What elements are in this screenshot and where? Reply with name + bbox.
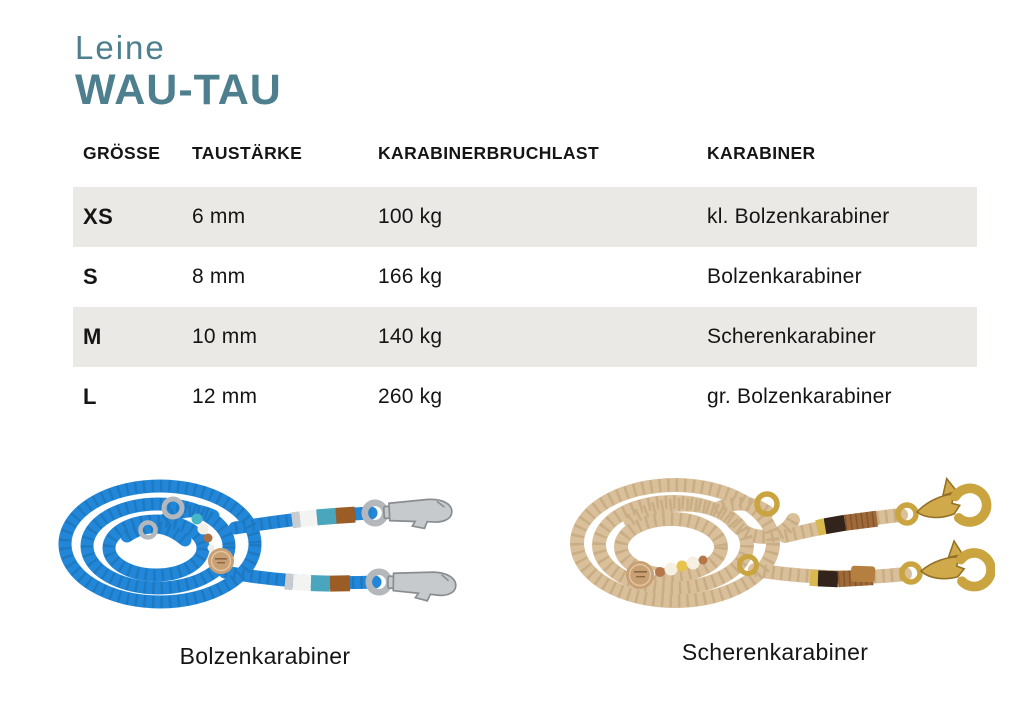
- scherenkarabiner-figure: [555, 458, 995, 666]
- product-category-title: Leine: [75, 29, 166, 66]
- table-row: [73, 367, 977, 427]
- cell-groesse: L: [83, 384, 97, 409]
- figure-caption: Bolzenkarabiner: [179, 643, 351, 669]
- product-name-title: WAU-TAU: [75, 66, 282, 115]
- bolzenkarabiner-figure: [45, 462, 485, 670]
- cell-karabiner: kl. Bolzenkarabiner: [707, 205, 890, 228]
- scissor-snap-hook: [918, 537, 992, 592]
- cell-bruchlast: 260 kg: [378, 385, 443, 408]
- wooden-brand-tag: [208, 548, 234, 574]
- cell-bruchlast: 100 kg: [378, 205, 443, 228]
- cell-taustaerke: 12 mm: [192, 385, 258, 408]
- cell-karabiner: Bolzenkarabiner: [707, 265, 862, 288]
- page-title: [75, 29, 282, 115]
- cell-taustaerke: 10 mm: [192, 325, 258, 348]
- rope-whipping-bands: [810, 519, 877, 583]
- wooden-brand-tag: [626, 561, 654, 589]
- cell-taustaerke: 8 mm: [192, 265, 246, 288]
- bolt-snap-hook: [364, 498, 452, 531]
- table-row: [73, 247, 977, 307]
- cell-bruchlast: 166 kg: [378, 265, 443, 288]
- blue-leash-photo: [45, 462, 485, 632]
- column-header-karabiner: KARABINER: [707, 143, 816, 163]
- cell-groesse: XS: [83, 204, 114, 229]
- beige-leash-photo: [555, 458, 995, 628]
- column-header-groesse: GRÖSSE: [83, 143, 161, 163]
- cell-groesse: M: [83, 324, 102, 349]
- leather-label: [851, 566, 876, 583]
- cell-karabiner: gr. Bolzenkarabiner: [707, 385, 892, 408]
- cell-taustaerke: 6 mm: [192, 205, 246, 228]
- cell-groesse: S: [83, 264, 99, 289]
- figure-caption: Scherenkarabiner: [681, 639, 869, 665]
- column-header-taustaerke: TAUSTÄRKE: [192, 143, 303, 163]
- table-row: [73, 307, 977, 367]
- cell-bruchlast: 140 kg: [378, 325, 443, 348]
- bolt-snap-hook: [368, 571, 456, 601]
- rope-whipping-bands: [285, 515, 355, 584]
- table-row: [73, 187, 977, 247]
- column-header-bruchlast: KARABINERBRUCHLAST: [378, 143, 600, 163]
- scissor-snap-hook: [912, 472, 990, 533]
- size-table: [73, 143, 977, 427]
- table-header-row: [73, 143, 977, 187]
- cell-karabiner: Scherenkarabiner: [707, 325, 876, 348]
